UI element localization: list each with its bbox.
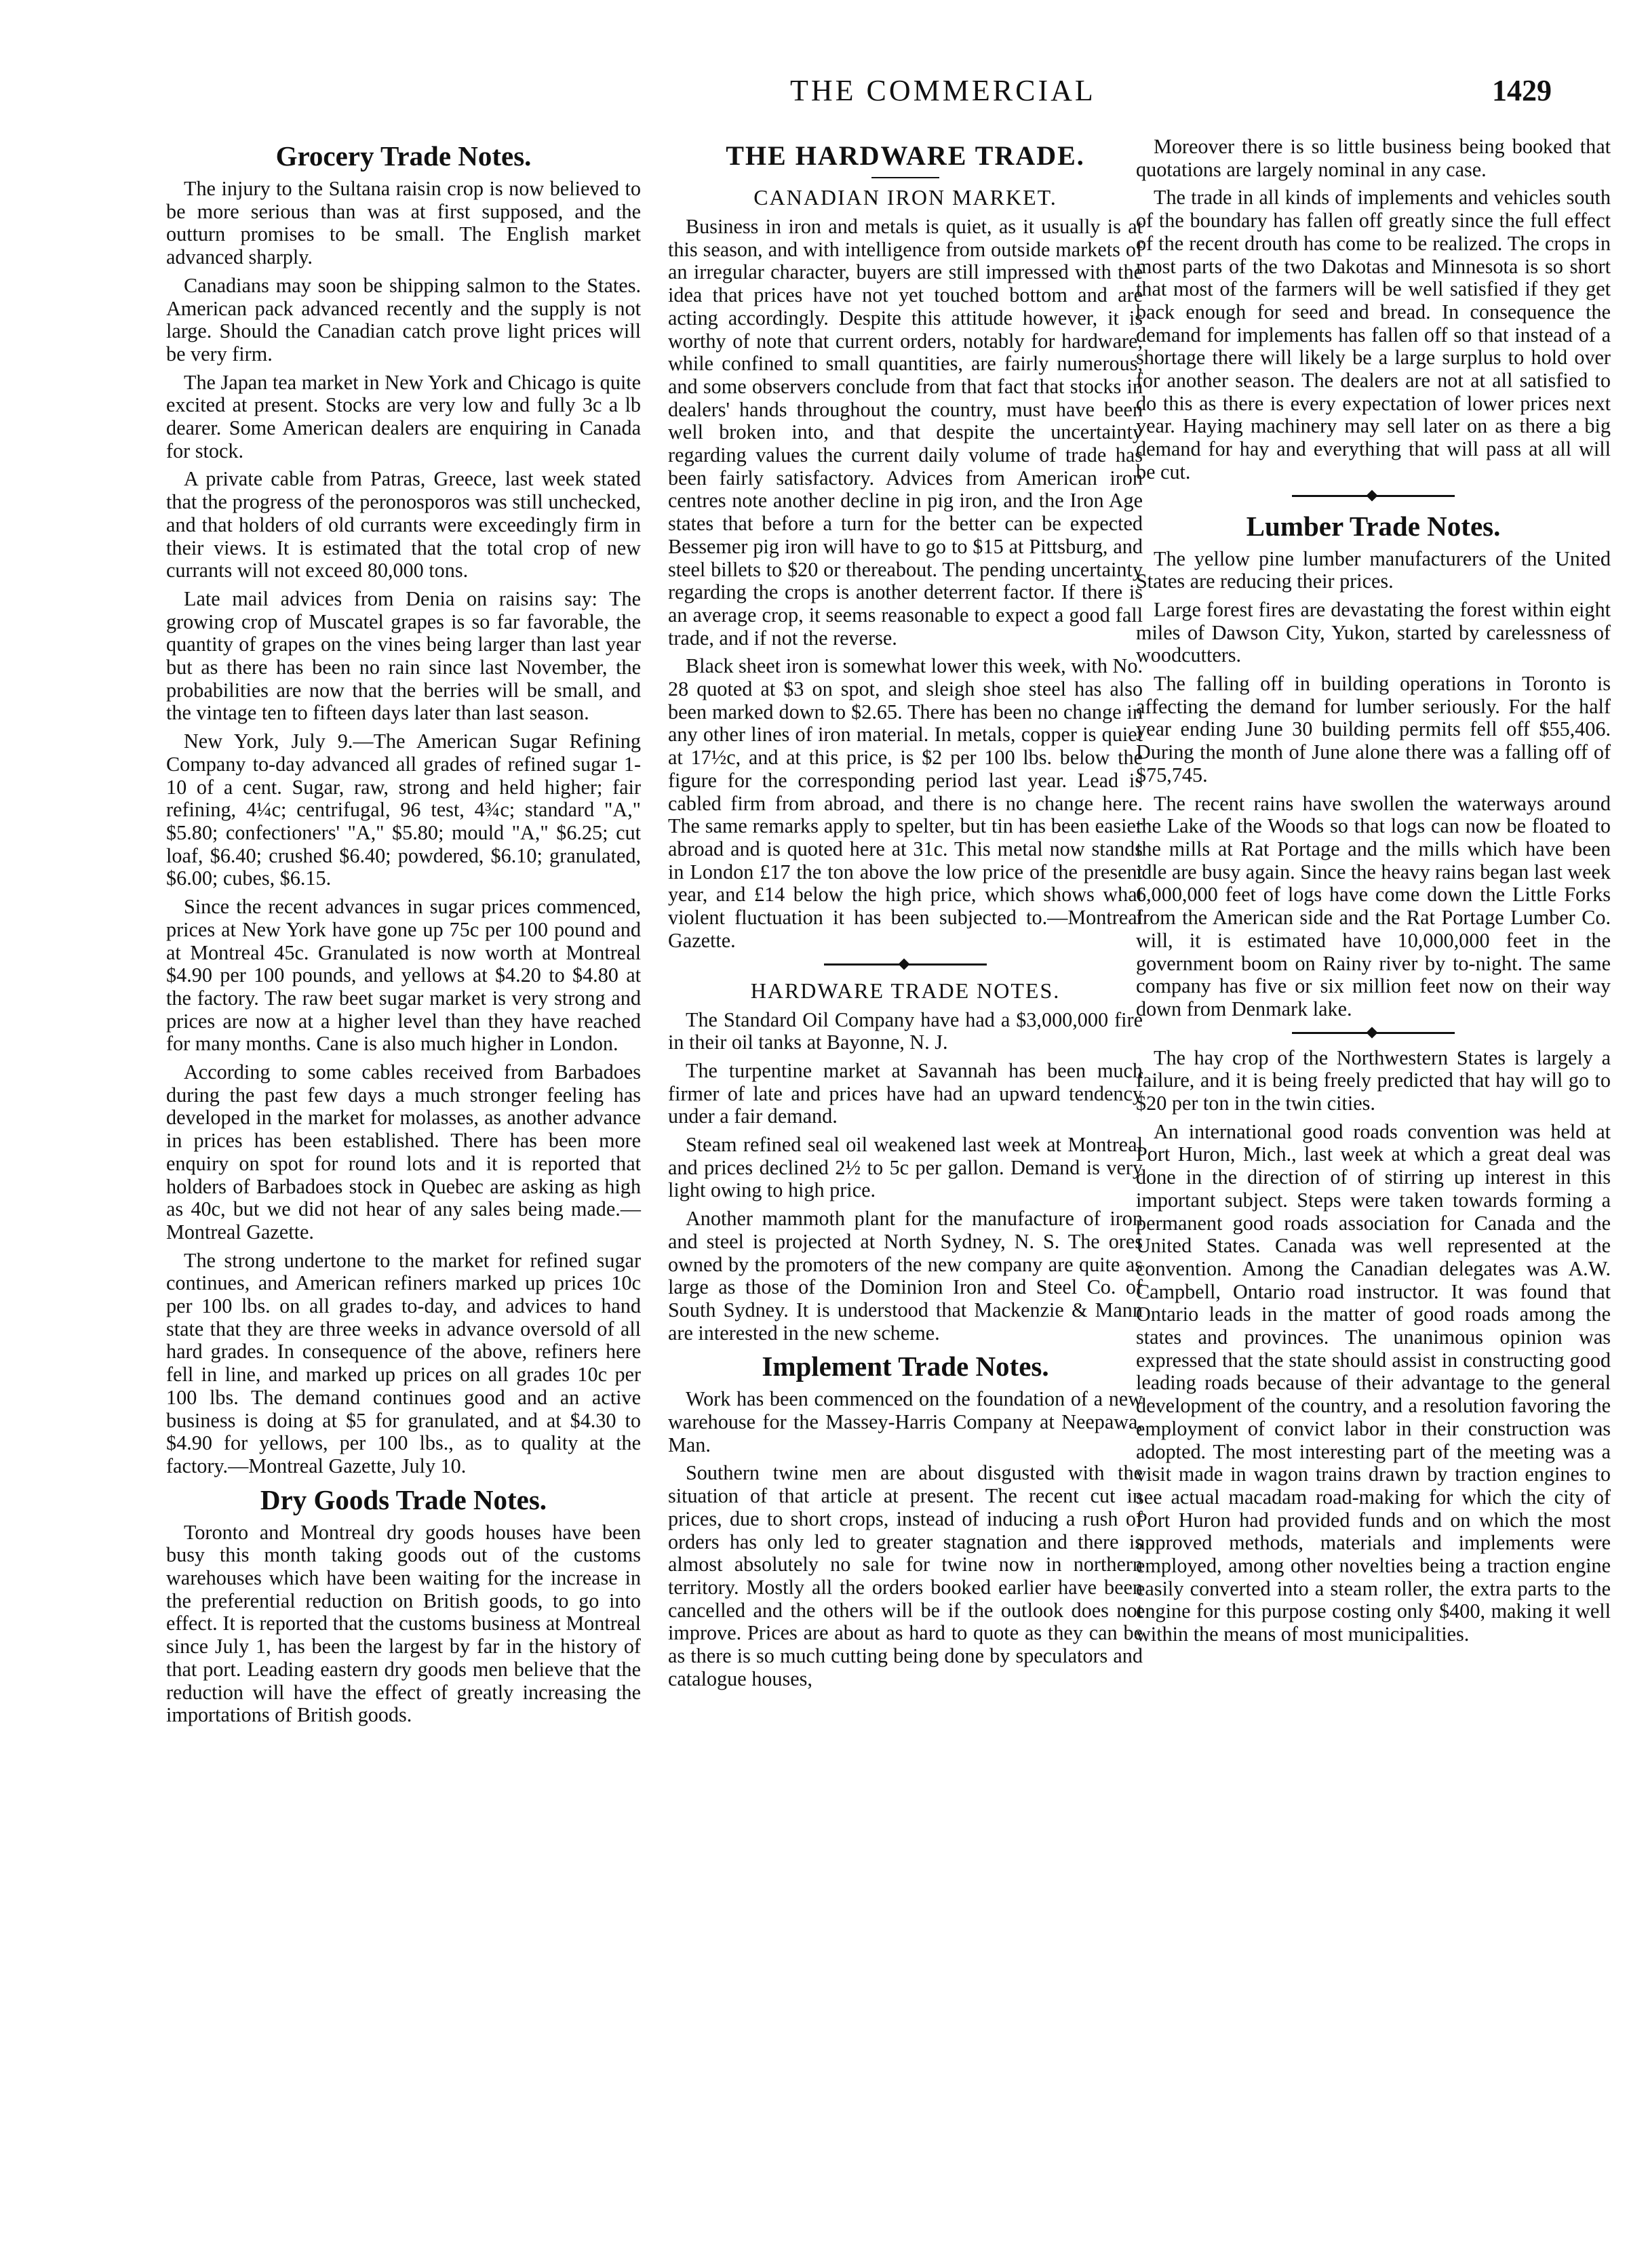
- lumber-paragraph: Large forest fires are devastating the forest within eight miles of Dawson City, Yukon, started by carelessness of woodcutters.: [1136, 597, 1611, 667]
- running-header: [0, 73, 1648, 121]
- drygoods-paragraph: Toronto and Montreal dry goods houses have been busy this month taking goods out of the customs warehouses which have been waiting for the increase in the preferential reduction on British goods, to go into effect. It is reported that the customs business at Montreal since July 1, has been the largest by far in the history of that port. Leading eastern dry goods men believe that the reduction will have the effect of greatly increasing the importations of British goods.: [166, 1520, 641, 1727]
- grocery-paragraph: A private cable from Patras, Greece, last week stated that the progress of the peronosporos was still unchecked, and that holders of old currants were exceedingly firm in their views. It is estimated that the total crop of new currants will not exceed 80,000 tons.: [166, 467, 641, 582]
- hardware-note-paragraph: The turpentine market at Savannah has been much firmer of late and prices have had an upward tendency under a fair demand.: [668, 1058, 1143, 1128]
- hardware-notes-heading: HARDWARE TRADE NOTES.: [750, 978, 1061, 1003]
- implement-paragraph: Work has been commenced on the foundation of a new warehouse for the Massey-Harris Company at Neepawa, Man.: [668, 1387, 1143, 1456]
- grocery-paragraph: Canadians may soon be shipping salmon to the States. American pack advanced recently and the supply is not large. Should the Canadian catch prove light prices will be very firm.: [166, 273, 641, 365]
- grocery-paragraph: The strong undertone to the market for refined sugar continues, and American refiners marked up prices 10c per 100 lbs. on all grades to-day, and advices to hand state that they are three weeks in advance oversold of all hard grades. In consequence of the above, refiners here fell in line, and marked up prices on all grades 10c per 100 lbs. The demand continues good and an active business is doing at $5 for granulated, and at $4.30 to $4.90 for yellows, per 100 lbs., as to quality at the factory.—Montreal Gazette, July 10.: [166, 1248, 641, 1477]
- section-divider: [1136, 1027, 1611, 1040]
- grocery-paragraph: Since the recent advances in sugar prices commenced, prices at New York have gone up 75c per 100 pound and at Montreal 45c. Granulated is now worth at Montreal $4.90 per 100 pounds, and yellows at $4.20 to $4.80 at the factory. The raw beet sugar market is very strong and prices are now at a higher level than they have reached for many months. Cane is also much higher in London.: [166, 895, 641, 1056]
- implement-heading: Implement Trade Notes.: [762, 1351, 1049, 1382]
- iron-market-heading: CANADIAN IRON MARKET.: [753, 185, 1057, 210]
- hardware-note-paragraph: Steam refined seal oil weakened last week at Montreal and prices declined 2½ to 5c per gallon. Demand is very light owing to high price.: [668, 1133, 1143, 1202]
- grocery-paragraph: According to some cables received from Barbadoes during the past few days a much stronger feeling has developed in the market for molasses, as another advance in prices has been established. There has been more enquiry on spot for round lots and it is reported that holders of Barbadoes stock in Quebec are asking as high as 40c, but we did not hear of any sales being made.—Montreal Gazette.: [166, 1060, 641, 1244]
- publication-title: THE COMMERCIAL: [790, 74, 1096, 107]
- column-2: [668, 136, 1143, 1696]
- grocery-heading: Grocery Trade Notes.: [275, 140, 532, 172]
- grocery-paragraph: The Japan tea market in New York and Chicago is quite excited at present. Stocks are very low and fully 3c a lb dearer. Some American dealers are enquiring in Canada for stock.: [166, 370, 641, 462]
- lumber-heading: Lumber Trade Notes.: [1246, 510, 1501, 542]
- misc-paragraph: The hay crop of the Northwestern States is largely a failure, and it is being freely predicted that hay will go to $20 per ton in the twin cities.: [1136, 1046, 1611, 1115]
- lumber-paragraph: The falling off in building operations in Toronto is affecting the demand for lumber seriously. For the half year ending June 30 building permits fell off $55,406. During the month of June alone there was a falling off of $75,745.: [1136, 672, 1611, 787]
- implement-continued-paragraph: Moreover there is so little business being booked that quotations are largely nominal in any case.: [1136, 135, 1611, 181]
- misc-paragraph: An international good roads convention was held at Port Huron, Mich., last week at which a great deal was done in the direction of of stirring up interest in this important subject. Steps were taken towards forming a permanent good roads association for Canada and the United States. Canada was well represented at the convention. Among the Canadian delegates was A.W. Campbell, Ontario road instructor. It was found that Ontario leads in the matter of good roads among the states and provinces. The unanimous opinion was expressed that the state should assist in constructing good leading roads because of their advantage to the general development of the country, and a resolution favoring the employment of convict labor in their construction was adopted. The most interesting part of the meeting was a visit made in wagon trains drawn by traction engines to see actual macadam road-making for which the city of Port Huron had provided funds and on which the most approved methods, materials and implements were employed, among other novelties being a traction engine easily converted into a steam roller, the extra parts to the engine for this purpose costing only $400, making it well within the means of most municipalities.: [1136, 1119, 1611, 1646]
- grocery-paragraph: Late mail advices from Denia on raisins say: The growing crop of Muscatel grapes is so far favorable, the quantity of grapes on the vines being larger than last year but as there has been no rain since last November, the probabilities are now that the berries will be small, and the vintage ten to fifteen days later than last season.: [166, 586, 641, 725]
- hardware-note-paragraph: The Standard Oil Company have had a $3,000,000 fire in their oil tanks at Bayonne, N. J.: [668, 1008, 1143, 1054]
- column-3: [1136, 136, 1611, 1652]
- drygoods-heading: Dry Goods Trade Notes.: [260, 1484, 547, 1515]
- iron-paragraph: Black sheet iron is somewhat lower this week, with No. 28 quoted at $3 on spot, and sleigh shoe steel has also been marked down to $2.65. There has been no change in any other lines of iron material. In metals, copper is quiet at 17½c, and at this price, is $2 per 100 lbs. below the figure for the corresponding period last year. Lead is cabled firm from abroad, and there is no change here. The same remarks apply to spelter, but tin has been easier abroad and is quoted here at 31c. This metal now stands in London £17 the ton above the low price of the present year, and £14 below the high price, which shows what violent fluctuation it has been subjected to.—Montreal Gazette.: [668, 654, 1143, 952]
- grocery-paragraph: The injury to the Sultana raisin crop is now believed to be more serious than was at first supposed, and the outturn promises to be small. The English market advanced sharply.: [166, 177, 641, 269]
- column-1: [166, 136, 641, 1732]
- grocery-paragraph: New York, July 9.—The American Sugar Refining Company to-day advanced all grades of refined sugar 1-10 of a cent. Sugar, raw, strong and held higher; fair refining, 4¼c; centrifugal, 96 test, 4¾c; standard "A," $5.80; confectioners' "A," $5.80; mould "A," $6.25; cut loaf, $6.40; crushed $6.40; powdered, $6.10; granulated, $6.00; cubes, $6.15.: [166, 730, 641, 890]
- section-divider: [668, 958, 1143, 972]
- page-number: 1429: [1492, 74, 1552, 107]
- lumber-paragraph: The recent rains have swollen the waterways around the Lake of the Woods so that logs can now be floated to the mills at Rat Portage and the mills which have been idle are busy again. Since the heavy rains began last week 6,000,000 feet of logs have come down the Little Forks from the American side and the Rat Portage Lumber Co. will, it is estimated have 10,000,000 feet in the government boom on Rainy river by to-night. The same company has five or six million feet now on their way down from Denmark lake.: [1136, 791, 1611, 1020]
- hardware-heading: THE HARDWARE TRADE.: [726, 140, 1085, 171]
- implement-paragraph: Southern twine men are about disgusted with the situation of that article at present. The recent cut in prices, due to short crops, instead of inducing a rush of orders has only led to greater stagnation and there is almost absolutely no sale for twine now in northern territory. Mostly all the orders booked earlier have been cancelled and the others will be if the outlook does not improve. Prices are about as hard to quote as they can be as there is so much cutting being done by speculators and catalogue houses,: [668, 1461, 1143, 1690]
- lumber-paragraph: The yellow pine lumber manufacturers of the United States are reducing their prices.: [1136, 546, 1611, 593]
- implement-continued-paragraph: The trade in all kinds of implements and vehicles south of the boundary has fallen off greatly since the full effect of the recent drouth has come to be realized. The crops in most parts of the two Dakotas and Minnesota is so short that most of the farmers will be well satisfied if they get back enough for seed and bread. In consequence the demand for implements has fallen off so that instead of a shortage there will likely be a large surplus to hold over for another season. The dealers are not at all satisfied to do this as there is every expectation of lower prices next year. Haying machinery may sell later on as there a big demand for hay and everything that will pass at all will be cut.: [1136, 186, 1611, 483]
- section-divider: [1136, 490, 1611, 503]
- iron-paragraph: Business in iron and metals is quiet, as it usually is at this season, and with intelligence from outside markets of an irregular character, buyers are still impressed with the idea that prices have not yet touched bottom and are acting accordingly. Despite this attitude however, it is worthy of note that current orders, notably for hardware, while confined to small quantities, are fairly numerous, and some observers conclude from that fact that stocks in dealers' hands throughout the country, must have been well broken into, and that despite the uncertainty regarding values the current daily volume of trade has been fairly satisfactory. Advices from American iron centres note another decline in pig iron, and the Iron Age states that before a turn for the better can be expected Bessemer pig iron will have to go to $15 at Pittsburg, and steel billets to $20 or thereabout. The pending uncertainty regarding the crops is another deterrent factor. If there is an average crop, it seems reasonable to expect a good fall trade, and if not the reverse.: [668, 215, 1143, 650]
- heading-rule: [871, 177, 939, 178]
- hardware-note-paragraph: Another mammoth plant for the manufacture of iron and steel is projected at North Sydney, N. S. The ores owned by the promoters of the new company are quite as large as those of the Dominion Iron and Steel Co. of South Sydney. It is understood that Mackenzie & Mann are interested in the new scheme.: [668, 1207, 1143, 1345]
